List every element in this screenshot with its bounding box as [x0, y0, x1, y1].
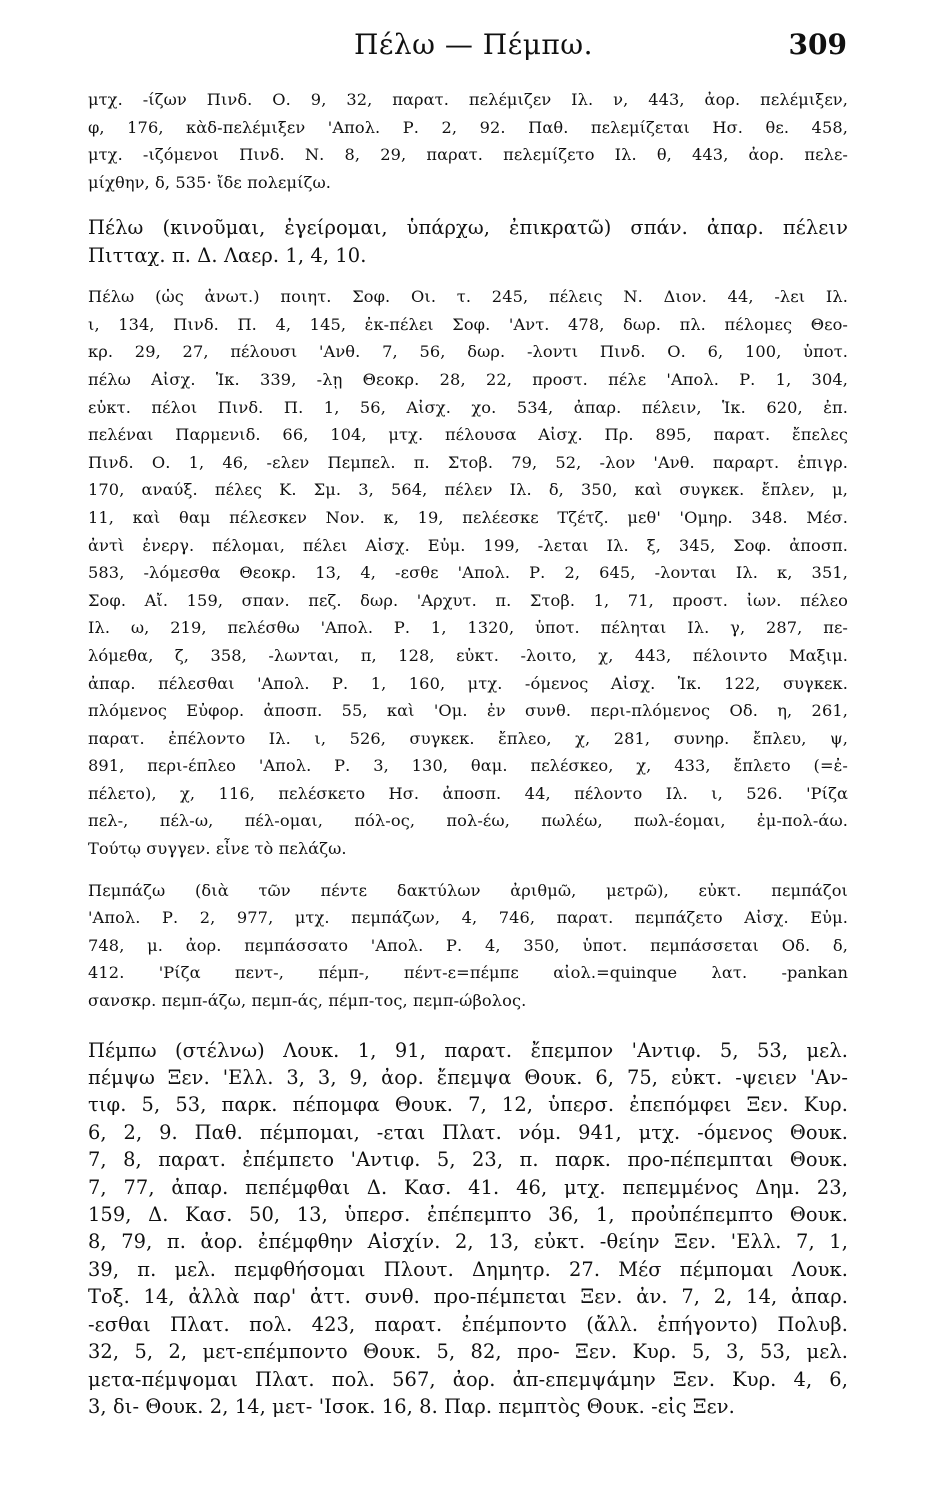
entry-line: ι, 134, Πινδ. Π. 4, 145, ἐκ-πέλει Σοφ. 'Αντ. 478, δωρ. πλ. πέλομες Θεο- [88, 314, 848, 334]
entry-line: φ, 176, κὰδ-πελέμιξεν 'Απολ. Ρ. 2, 92. Παθ. πελεμίζεται Ησ. θε. 458, [88, 117, 848, 137]
entry-line: μετα-πέμψομαι Πλατ. πολ. 567, ἀορ. ἀπ-επεμψάμην Ξεν. Κυρ. 4, 6, [88, 1367, 848, 1391]
entry-pelo-verb [88, 214, 848, 269]
entry-line: 583, -λόμεσθα Θεοκρ. 13, 4, -εσθε 'Απολ. Ρ. 2, 645, -λονται Ιλ. κ, 351, [88, 563, 848, 583]
entry-line: Πεμπάζω (διὰ τῶν πέντε δακτύλων ἀριθμῶ, μετρῶ), εὐκτ. πεμπάζοι [88, 880, 848, 900]
entry-line: 39, π. μελ. πεμφθήσομαι Πλουτ. Δημητρ. 27. Μέσ πέμπομαι Λουκ. [88, 1257, 848, 1281]
entry-line: 11, καὶ θαμ πέλεσκεν Νον. κ, 19, πελέεσκε Τζέτζ. μεθ' 'Ομηρ. 348. Μέσ. [88, 507, 848, 527]
entry-line: Πέλω (ὡς ἀνωτ.) ποιητ. Σοφ. Οι. τ. 245, πέλεις Ν. Διον. 44, -λει Ιλ. [88, 287, 848, 307]
entry-line: 7, 8, παρατ. ἐπέμπετο 'Αντιφ. 5, 23, π. παρκ. προ-πέπεμπται Θουκ. [88, 1148, 848, 1172]
entry-line: κρ. 29, 27, πέλουσι 'Ανθ. 7, 56, δωρ. -λοντι Πινδ. Ο. 6, 100, ὑποτ. [88, 342, 848, 362]
dictionary-body [88, 86, 848, 1420]
entry-line: 3, δι- Θουκ. 2, 14, μετ- 'Ισοκ. 16, 8. Παρ. πεμπτὸς Θουκ. -εἰς Ξεν. [88, 1394, 735, 1418]
entry-line: 748, μ. ἀορ. πεμπάσσατο 'Απολ. Ρ. 4, 350, ὑποτ. πεμπάσσεται Οδ. δ, [88, 935, 848, 955]
entry-pempazo [88, 877, 848, 1015]
entry-line: 891, περι-έπλεο 'Απολ. Ρ. 3, 130, θαμ. πελέσκεο, χ, 433, ἔπλετο (=ἐ- [88, 756, 848, 776]
entry-line: μίχθην, δ, 535· ἴδε πολεμίζω. [88, 172, 332, 192]
entry-line: ἀπαρ. πέλεσθαι 'Απολ. Ρ. 1, 160, μτχ. -όμενος Αἰσχ. Ἱκ. 122, συγκεκ. [88, 673, 848, 693]
entry-line: Πιτταχ. π. Δ. Λαερ. 1, 4, 10. [88, 243, 367, 267]
entry-line: πέλετο), χ, 116, πελέσκετο Ησ. ἀποσπ. 44, πέλοντο Ιλ. ι, 526. 'Ρίζα [88, 783, 848, 803]
entry-line: 'Απολ. Ρ. 2, 977, μτχ. πεμπάζων, 4, 746, παρατ. πεμπάζετο Αἰσχ. Εὐμ. [88, 908, 848, 928]
entry-line: 6, 2, 9. Παθ. πέμπομαι, -εται Πλατ. νόμ. 941, μτχ. -όμενος Θουκ. [88, 1120, 848, 1144]
entry-line: πέλω Αἰσχ. Ἱκ. 339, -λῃ Θεοκρ. 28, 22, προστ. πέλε 'Απολ. Ρ. 1, 304, [88, 369, 848, 389]
entry-line: Τοξ. 14, ἀλλὰ παρ' ἀττ. συνθ. προ-πέμπεται Ξεν. ἀν. 7, 2, 14, ἀπαρ. [88, 1285, 848, 1309]
entry-line: Πινδ. Ο. 1, 46, -ελεν Πεμπελ. π. Στοβ. 79, 52, -λον 'Ανθ. παραρτ. ἐπιγρ. [88, 452, 848, 472]
entry-line: μτχ. -ιζόμενοι Πινδ. Ν. 8, 29, παρατ. πελεμίζετο Ιλ. θ, 443, ἀορ. πελε- [88, 145, 848, 165]
entry-line: Τούτῳ συγγεν. εἶνε τὸ πελάζω. [88, 839, 347, 859]
entry-pempo [88, 1037, 848, 1421]
entry-pelo-poetic [88, 283, 848, 862]
entry-line: -εσθαι Πλατ. πολ. 423, παρατ. ἐπέμποντο (ἄλλ. ἐπήγοντο) Πολυβ. [88, 1312, 848, 1336]
entry-line: 8, 79, π. ἀορ. ἐπέμφθην Αἰσχίν. 2, 13, εὐκτ. -θείην Ξεν. 'Ελλ. 7, 1, [88, 1230, 848, 1254]
entry-line: πελ-, πέλ-ω, πέλ-ομαι, πόλ-ος, πολ-έω, πωλέω, πωλ-έομαι, ἐμ-πολ-άω. [88, 811, 848, 831]
running-header: Πέλω — Πέμπω. [353, 28, 594, 61]
entry-line: μτχ. -ίζων Πινδ. Ο. 9, 32, παρατ. πελέμιζεν Ιλ. ν, 443, ἀορ. πελέμιξεν, [88, 90, 848, 109]
entry-line: λόμεθα, ζ, 358, -λωνται, π, 128, εὐκτ. -λοιτο, χ, 443, πέλοιντο Μαξιμ. [88, 645, 848, 665]
entry-line: Πέλω (κινοῦμαι, ἐγείρομαι, ὑπάρχω, ἐπικρατῶ) σπάν. ἀπαρ. πέλειν [88, 216, 848, 240]
entry-line: 7, 77, ἀπαρ. πεπέμφθαι Δ. Κασ. 41. 46, μτχ. πεπεμμένος Δημ. 23, [88, 1175, 848, 1199]
entry-line: 170, αναύξ. πέλες Κ. Σμ. 3, 564, πέλεν Ιλ. δ, 350, καὶ συγκεκ. ἔπλεν, μ, [88, 480, 848, 500]
entry-line: πλόμενος Εὐφορ. ἀποσπ. 55, καὶ 'Ομ. ἐν συνθ. περι-πλόμενος Οδ. η, 261, [88, 701, 848, 721]
entry-line: 32, 5, 2, μετ-επέμποντο Θουκ. 5, 82, προ- Ξεν. Κυρ. 5, 3, 53, μελ. [88, 1340, 848, 1364]
entry-line: σανσκρ. πεμπ-άζω, πεμπ-άς, πέμπ-τος, πεμπ-ώβολος. [88, 991, 527, 1011]
entry-line: 159, Δ. Κασ. 50, 13, ὑπερσ. ἐπέπεμπτο 36, 1, προὐπέπεμπτο Θουκ. [88, 1203, 848, 1227]
entry-pelemizo-continued [88, 86, 848, 196]
entry-line: παρατ. ἐπέλοντο Ιλ. ι, 526, συγκεκ. ἔπλεο, χ, 281, συνηρ. ἔπλευ, ψ, [88, 728, 848, 748]
entry-line: ἀντὶ ἐνεργ. πέλομαι, πέλει Αἰσχ. Εὐμ. 199, -λεται Ιλ. ξ, 345, Σοφ. ἀποσπ. [88, 535, 848, 555]
entry-line: Πέμπω (στέλνω) Λουκ. 1, 91, παρατ. ἔπεμπον 'Αντιφ. 5, 53, μελ. [88, 1038, 848, 1062]
entry-line: Ιλ. ω, 219, πελέσθω 'Απολ. Ρ. 1, 1320, ὑποτ. πέληται Ιλ. γ, 287, πε- [88, 618, 848, 638]
entry-line: 412. 'Ρίζα πεντ-, πέμπ-, πέντ-ε=πέμπε αἰολ.=quinque λατ. -pankan [88, 963, 848, 983]
page-number: 309 [788, 28, 847, 61]
entry-line: πελέναι Παρμενιδ. 66, 104, μτχ. πέλουσα Αἰσχ. Πρ. 895, παρατ. ἔπελες [88, 425, 848, 445]
entry-line: εὐκτ. πέλοι Πινδ. Π. 1, 56, Αἰσχ. χο. 534, ἀπαρ. πέλειν, Ἱκ. 620, ἐπ. [88, 397, 848, 417]
entry-line: Σοφ. Αἴ. 159, σπαν. πεζ. δωρ. 'Αρχυτ. π. Στοβ. 1, 71, προστ. ἰων. πέλεο [88, 590, 848, 610]
entry-line: τιφ. 5, 53, παρκ. πέπομφα Θουκ. 7, 12, ὑπερσ. ἐπεπόμφει Ξεν. Κυρ. [88, 1093, 848, 1117]
entry-line: πέμψω Ξεν. 'Ελλ. 3, 3, 9, ἀορ. ἔπεμψα Θουκ. 6, 75, εὐκτ. -ψειεν 'Αν- [88, 1066, 848, 1090]
